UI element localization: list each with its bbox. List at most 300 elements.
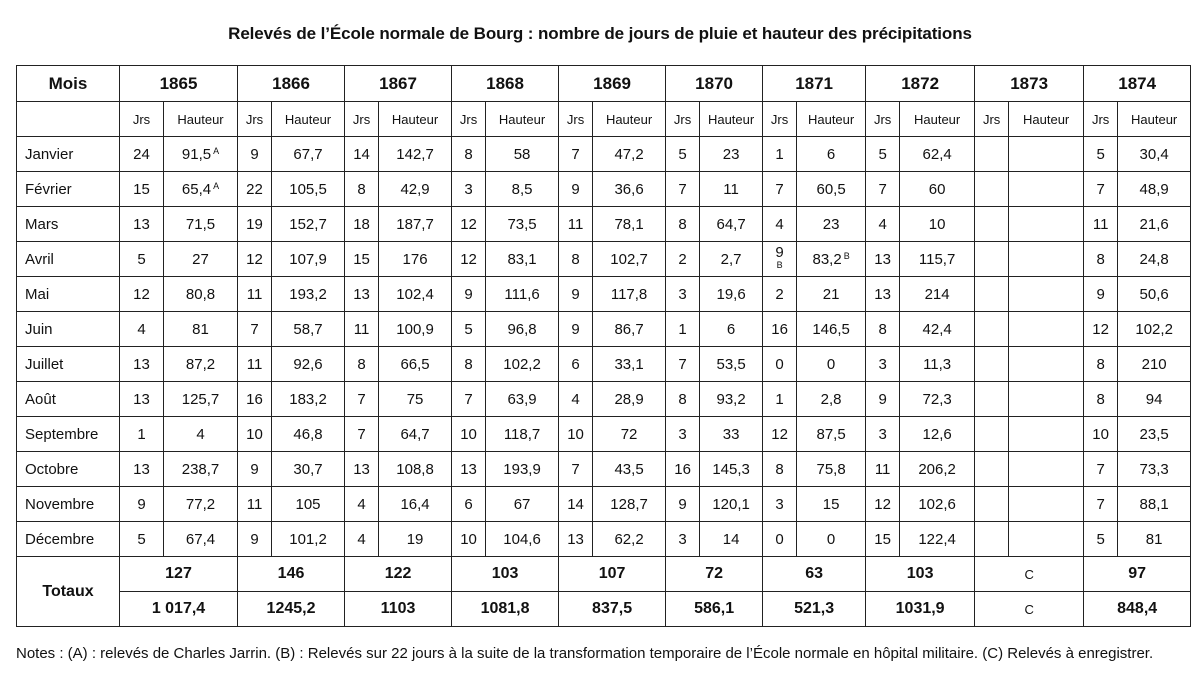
rain-height-cell: [272, 242, 345, 277]
rain-height-cell: [486, 417, 559, 452]
rain-days-value: 13: [133, 355, 150, 373]
rain-days-value: 9: [250, 145, 259, 163]
rain-days-value: 7: [357, 390, 366, 408]
rain-height-cell: [593, 382, 666, 417]
rain-height-value: 83,2: [812, 250, 842, 268]
rain-height-cell: [379, 137, 452, 172]
rain-height-value: 11: [723, 180, 739, 198]
rain-days-cell: [666, 312, 700, 347]
rain-height-value: 108,8: [396, 460, 434, 478]
rain-days-cell: [452, 277, 486, 312]
rain-height-value: 27: [192, 250, 209, 268]
rain-height-cell: [164, 242, 238, 277]
rain-days-value: 14: [353, 145, 370, 163]
rain-height-cell: [272, 347, 345, 382]
rain-days-value: 11: [1092, 215, 1109, 233]
rain-days-value: 9: [878, 390, 887, 408]
rain-days-value: 7: [678, 180, 687, 198]
rain-days-cell: [1084, 347, 1118, 382]
rain-height-cell: [700, 137, 763, 172]
rain-height-cell: [379, 207, 452, 242]
total-days-cell: 103: [452, 557, 559, 592]
month-name-cell: Mai: [17, 277, 120, 312]
month-name-cell: Juin: [17, 312, 120, 347]
rain-height-value: 50,6: [1139, 285, 1169, 303]
rain-height-value: 83,1: [507, 250, 537, 268]
month-name-cell: Décembre: [17, 522, 120, 557]
rain-days-number: 9: [775, 244, 784, 261]
totals-label: Totaux: [17, 557, 120, 627]
rain-height-value: 71,5: [185, 215, 216, 233]
rain-days-cell: [666, 207, 700, 242]
rain-days-cell: [120, 312, 164, 347]
rain-days-value: 12: [460, 250, 477, 268]
rain-days-cell: [120, 277, 164, 312]
rain-height-value: 94: [1145, 390, 1163, 408]
rain-height-value: 21: [822, 285, 840, 303]
table-row: [17, 522, 1191, 557]
rain-days-value: 16: [771, 320, 788, 338]
rain-days-cell: [763, 312, 797, 347]
rain-height-cell: [1009, 417, 1084, 452]
rain-days-cell: [559, 522, 593, 557]
rain-days-value: 4: [357, 530, 366, 548]
total-height-cell: 1103: [345, 592, 452, 627]
rain-days-cell: [345, 312, 379, 347]
rain-days-cell: [975, 207, 1009, 242]
rain-days-cell: [452, 522, 486, 557]
rain-days-cell: [120, 417, 164, 452]
height-column-header: Hauteur: [700, 102, 763, 137]
rain-height-value: 67,4: [185, 530, 216, 548]
rain-height-value: 58,7: [293, 320, 323, 338]
rain-height-cell: [797, 417, 866, 452]
rain-days-cell: [238, 347, 272, 382]
rain-height-cell: [700, 487, 763, 522]
rain-days-cell: [559, 487, 593, 522]
rain-days-value: 13: [460, 460, 477, 478]
rain-height-cell: [1009, 312, 1084, 347]
rain-days-value: 11: [353, 320, 370, 338]
rain-days-cell: [452, 347, 486, 382]
rain-height-cell: [486, 312, 559, 347]
rain-height-cell: [486, 277, 559, 312]
rain-height-value: 102,6: [918, 495, 956, 513]
rain-days-value: 2: [775, 285, 784, 303]
year-header-1867: 1867: [345, 66, 452, 102]
rain-height-value: 63,9: [507, 390, 537, 408]
rain-days-value: 3: [678, 285, 687, 303]
rain-height-value: 30,4: [1139, 145, 1169, 163]
rain-days-cell: [345, 137, 379, 172]
table-row: [17, 207, 1191, 242]
rain-days-value: 13: [353, 285, 370, 303]
rain-days-value: 6: [571, 355, 580, 373]
rain-days-value: 3: [678, 530, 687, 548]
rain-height-cell: [1118, 382, 1191, 417]
rain-days-value: 8: [571, 250, 580, 268]
rain-height-value: 100,9: [396, 320, 434, 338]
total-height-cell: C: [975, 592, 1084, 627]
rain-days-value: 5: [464, 320, 473, 338]
rain-days-value: 7: [464, 390, 473, 408]
rain-days-value: 7: [678, 355, 687, 373]
rain-days-value: 9: [571, 285, 580, 303]
total-days-cell: 103: [866, 557, 975, 592]
rain-days-value: 9: [571, 320, 580, 338]
rain-days-cell: [452, 172, 486, 207]
rain-days-value: 16: [246, 390, 263, 408]
rain-days-value: [775, 246, 783, 272]
rain-height-value: 238,7: [181, 460, 220, 478]
rain-height-value: 46,8: [293, 425, 323, 443]
rain-days-cell: [763, 207, 797, 242]
rain-height-value: 193,2: [289, 285, 327, 303]
rain-height-cell: [272, 312, 345, 347]
rain-days-cell: [866, 172, 900, 207]
rain-height-cell: [700, 382, 763, 417]
table-row: [17, 452, 1191, 487]
rain-days-cell: [238, 242, 272, 277]
rain-days-cell: [559, 347, 593, 382]
rain-days-cell: [345, 382, 379, 417]
rain-height-value: 6: [826, 145, 836, 163]
rain-days-value: 4: [775, 215, 784, 233]
rain-days-value: 11: [246, 495, 263, 513]
rain-days-cell: [559, 207, 593, 242]
rain-days-value: 12: [1092, 320, 1109, 338]
rain-height-value: 210: [1141, 355, 1167, 373]
rain-height-cell: [1009, 137, 1084, 172]
rain-days-value: 9: [1096, 285, 1105, 303]
month-name-cell: Juillet: [17, 347, 120, 382]
rain-height-value: 115,7: [918, 250, 956, 268]
rain-days-value: 8: [775, 460, 784, 478]
rain-days-cell: [1084, 277, 1118, 312]
rain-days-value: 1: [678, 320, 687, 338]
rain-height-cell: [164, 312, 238, 347]
rain-height-cell: [900, 137, 975, 172]
rain-height-value: 6: [726, 320, 736, 338]
rain-height-cell: [164, 487, 238, 522]
rain-days-cell: [452, 242, 486, 277]
rain-height-value: 60,5: [816, 180, 846, 198]
rain-height-cell: [1009, 522, 1084, 557]
rain-height-cell: [700, 242, 763, 277]
rain-height-cell: [900, 312, 975, 347]
rain-days-cell: [120, 242, 164, 277]
rain-days-cell: [559, 137, 593, 172]
rain-days-value: 12: [133, 285, 150, 303]
rain-height-cell: [272, 172, 345, 207]
rain-height-value: 15: [822, 495, 840, 513]
note-mark-a: A: [213, 180, 220, 191]
rain-height-value: 80,8: [185, 285, 216, 303]
rain-height-cell: [1118, 172, 1191, 207]
rain-days-value: 1: [137, 425, 146, 443]
rain-days-cell: [975, 277, 1009, 312]
rain-height-value: 145,3: [712, 460, 750, 478]
rain-height-value: 0: [826, 355, 836, 373]
rain-height-cell: [1009, 172, 1084, 207]
rain-days-cell: [763, 172, 797, 207]
rain-height-value: 92,6: [293, 355, 323, 373]
rain-days-cell: [238, 522, 272, 557]
rain-days-value: 4: [878, 215, 887, 233]
rain-days-cell: [452, 452, 486, 487]
rain-days-value: 12: [246, 250, 263, 268]
rain-height-value: 64,7: [400, 425, 430, 443]
month-name-cell: Avril: [17, 242, 120, 277]
month-column-header: Mois: [17, 66, 120, 102]
rain-days-cell: [1084, 452, 1118, 487]
rain-days-cell: [120, 137, 164, 172]
rain-height-cell: [797, 452, 866, 487]
rain-height-value: 62,2: [614, 530, 644, 548]
rain-height-cell: [700, 207, 763, 242]
rain-height-cell: [700, 312, 763, 347]
rain-height-cell: [486, 137, 559, 172]
rain-days-value: 7: [1096, 495, 1105, 513]
rain-days-cell: [238, 417, 272, 452]
rain-height-cell: [379, 277, 452, 312]
rain-height-cell: [1118, 487, 1191, 522]
rain-height-cell: [900, 242, 975, 277]
rain-height-value: 11,3: [923, 355, 952, 373]
rain-days-cell: [666, 382, 700, 417]
rain-height-cell: [164, 382, 238, 417]
rain-height-value: 87,5: [816, 425, 846, 443]
rain-height-cell: [1118, 242, 1191, 277]
rain-height-value: 73,5: [507, 215, 537, 233]
month-name-cell: Mars: [17, 207, 120, 242]
rain-days-value: 1: [775, 390, 784, 408]
rain-height-value: 107,9: [289, 250, 327, 268]
height-column-header: Hauteur: [1118, 102, 1191, 137]
year-header-row: [17, 66, 1191, 102]
rain-height-value: 176: [402, 250, 428, 268]
rain-height-value: 4: [196, 425, 205, 443]
rain-days-cell: [763, 277, 797, 312]
rain-height-cell: [272, 382, 345, 417]
rain-days-value: 8: [678, 390, 687, 408]
rain-days-value: 13: [353, 460, 370, 478]
rain-height-cell: [700, 522, 763, 557]
rain-days-cell: [1084, 382, 1118, 417]
rain-days-cell: [559, 242, 593, 277]
rain-height-value: 96,8: [507, 320, 537, 338]
year-header-1871: 1871: [763, 66, 866, 102]
rain-height-value: 67: [513, 495, 531, 513]
rain-days-value: 15: [353, 250, 370, 268]
rain-height-value: 2,8: [820, 390, 842, 408]
rain-days-value: 8: [678, 215, 687, 233]
rain-height-cell: [900, 417, 975, 452]
rain-height-cell: [272, 522, 345, 557]
height-column-header: Hauteur: [797, 102, 866, 137]
rain-days-cell: [452, 312, 486, 347]
rain-height-cell: [593, 172, 666, 207]
subheader-empty-cell: [17, 102, 120, 137]
month-name-cell: Février: [17, 172, 120, 207]
rain-days-value: 13: [133, 460, 150, 478]
rain-days-cell: [975, 382, 1009, 417]
rain-days-cell: [1084, 207, 1118, 242]
rain-days-value: 19: [246, 215, 263, 233]
rain-height-value: 101,2: [289, 530, 327, 548]
total-days-cell: 146: [238, 557, 345, 592]
rain-height-cell: [797, 277, 866, 312]
rain-height-cell: [1118, 277, 1191, 312]
rain-days-cell: [975, 347, 1009, 382]
year-header-1870: 1870: [666, 66, 763, 102]
rain-days-value: 15: [874, 530, 891, 548]
rain-days-cell: [666, 172, 700, 207]
rain-height-value: 14: [722, 530, 740, 548]
rain-height-cell: [593, 137, 666, 172]
rain-height-value: 42,4: [922, 320, 952, 338]
rain-days-value: 8: [464, 145, 473, 163]
days-column-header: Jrs: [866, 102, 900, 137]
month-name-cell: Août: [17, 382, 120, 417]
rain-height-value: 118,7: [503, 425, 541, 443]
rain-days-cell: [666, 522, 700, 557]
rain-days-cell: [1084, 312, 1118, 347]
rain-height-cell: [379, 172, 452, 207]
days-column-header: Jrs: [975, 102, 1009, 137]
total-days-cell: 63: [763, 557, 866, 592]
rain-height-cell: [272, 277, 345, 312]
rain-height-value: 62,4: [922, 145, 952, 163]
rain-days-value: 7: [1096, 460, 1105, 478]
rain-height-cell: [1009, 207, 1084, 242]
rain-days-value: 4: [137, 320, 146, 338]
rain-height-cell: [272, 137, 345, 172]
rain-days-value: 8: [464, 355, 473, 373]
rain-height-cell: [900, 487, 975, 522]
rain-days-cell: [345, 277, 379, 312]
rain-days-value: 7: [250, 320, 259, 338]
rain-days-cell: [866, 487, 900, 522]
rain-height-value: 19: [406, 530, 424, 548]
total-height-cell: 1031,9: [866, 592, 975, 627]
rain-height-cell: [379, 382, 452, 417]
rain-days-value: 16: [674, 460, 691, 478]
rain-days-value: 7: [878, 180, 887, 198]
rain-height-value: 10: [928, 215, 946, 233]
rain-days-cell: [975, 417, 1009, 452]
rain-days-value: 9: [137, 495, 146, 513]
rain-height-value: 58: [513, 145, 531, 163]
rain-height-cell: [486, 522, 559, 557]
rain-height-value: 206,2: [918, 460, 956, 478]
rain-height-value: 142,7: [396, 145, 434, 163]
rain-days-cell: [120, 347, 164, 382]
rain-height-value: 86,7: [614, 320, 644, 338]
rain-height-value: 88,1: [1139, 495, 1169, 513]
rain-height-cell: [900, 382, 975, 417]
month-name-cell: Novembre: [17, 487, 120, 522]
rain-height-cell: [486, 172, 559, 207]
rain-height-value: 125,7: [181, 390, 220, 408]
rain-days-value: 22: [246, 180, 263, 198]
rain-days-value: 7: [357, 425, 366, 443]
rain-days-value: 8: [1096, 355, 1105, 373]
rain-days-cell: [238, 382, 272, 417]
rain-height-value: 60: [928, 180, 946, 198]
rain-days-cell: [238, 277, 272, 312]
table-row: [17, 172, 1191, 207]
rain-days-cell: [866, 207, 900, 242]
rain-height-cell: [379, 347, 452, 382]
rain-days-cell: [1084, 172, 1118, 207]
rain-height-cell: [700, 452, 763, 487]
note-mark-b: B: [776, 260, 783, 270]
days-column-header: Jrs: [345, 102, 379, 137]
rain-height-cell: [164, 172, 238, 207]
rain-days-value: 5: [678, 145, 687, 163]
rain-days-value: 1: [775, 145, 784, 163]
table-row: [17, 137, 1191, 172]
rain-days-cell: [345, 487, 379, 522]
year-header-1869: 1869: [559, 66, 666, 102]
rain-days-value: 10: [460, 530, 477, 548]
rain-height-cell: [700, 417, 763, 452]
rain-height-cell: [486, 452, 559, 487]
rain-height-cell: [797, 522, 866, 557]
rain-height-cell: [593, 417, 666, 452]
rain-height-cell: [486, 382, 559, 417]
table-row: [17, 417, 1191, 452]
rain-height-cell: [1118, 347, 1191, 382]
rain-days-cell: [238, 137, 272, 172]
rain-days-cell: [452, 487, 486, 522]
total-height-cell: 837,5: [559, 592, 666, 627]
rain-height-cell: [486, 207, 559, 242]
rain-days-value: 7: [1096, 180, 1105, 198]
rain-days-value: 9: [250, 460, 259, 478]
rain-height-cell: [164, 207, 238, 242]
total-days-cell: 107: [559, 557, 666, 592]
rain-height-cell: [164, 452, 238, 487]
rain-days-cell: [238, 452, 272, 487]
year-header-1873: 1873: [975, 66, 1084, 102]
rain-height-value: 73,3: [1139, 460, 1169, 478]
rain-height-value: 81: [192, 320, 209, 338]
month-name-cell: Septembre: [17, 417, 120, 452]
rain-height-value: 66,5: [400, 355, 430, 373]
rain-height-value: 16,4: [400, 495, 430, 513]
rain-days-cell: [975, 137, 1009, 172]
rain-days-value: 18: [353, 215, 370, 233]
rain-height-cell: [700, 347, 763, 382]
rain-height-value: 214: [924, 285, 950, 303]
rain-days-cell: [1084, 137, 1118, 172]
rain-height-value: 91,5: [181, 145, 212, 163]
rain-height-cell: [1009, 382, 1084, 417]
rain-height-value: 117,8: [610, 285, 648, 303]
rain-height-value: 105,5: [289, 180, 327, 198]
rain-days-cell: [666, 242, 700, 277]
subheader-row: [17, 102, 1191, 137]
rain-height-cell: [1118, 207, 1191, 242]
rain-height-value: 105: [295, 495, 321, 513]
rain-height-value: 93,2: [716, 390, 746, 408]
rain-height-cell: [797, 487, 866, 522]
rain-days-cell: [238, 207, 272, 242]
rain-height-cell: [379, 522, 452, 557]
rain-days-cell: [120, 522, 164, 557]
